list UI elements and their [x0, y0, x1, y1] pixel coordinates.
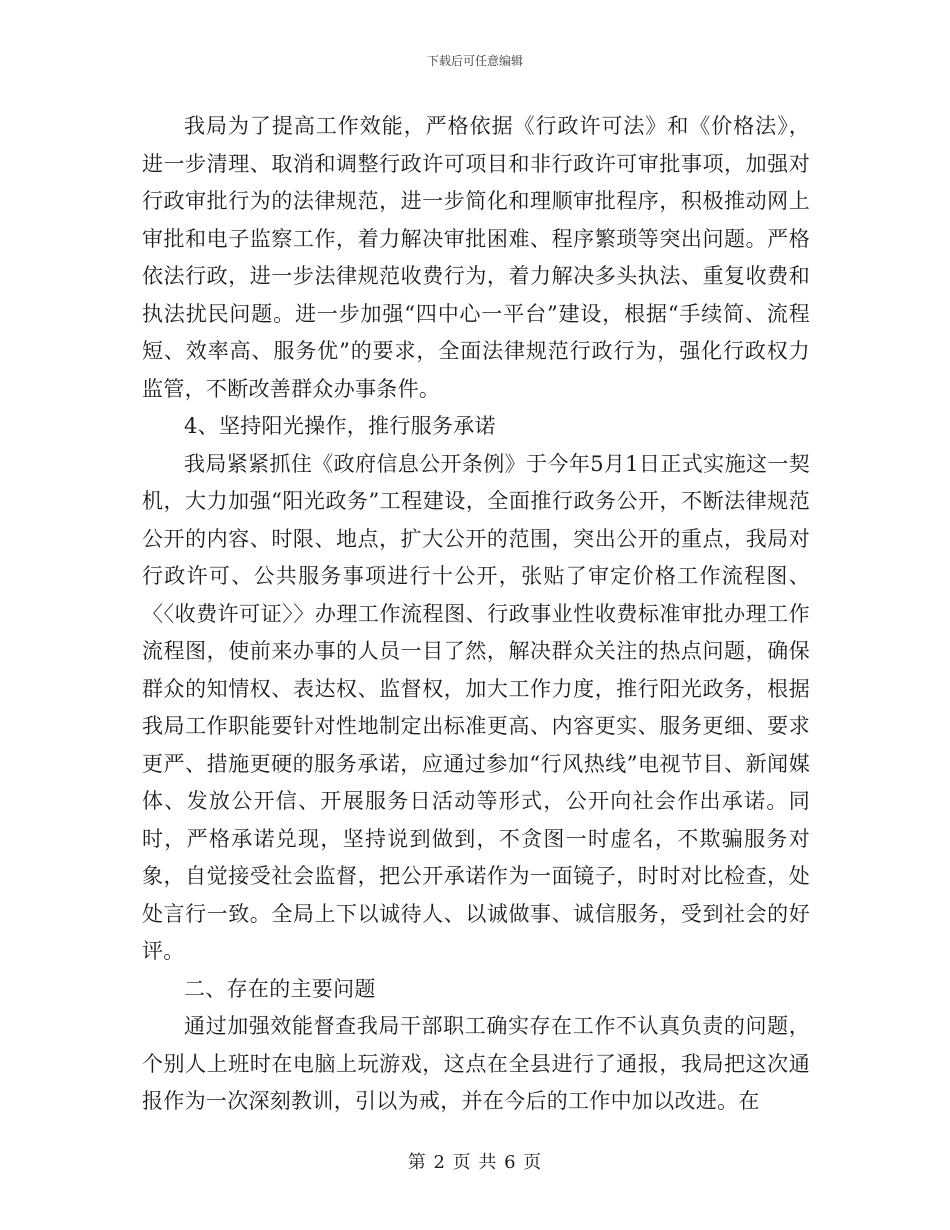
page-header: 下载后可任意编辑 [426, 54, 523, 68]
section-heading-sunshine-operation: 4、坚持阳光操作，推行服务承诺 [184, 414, 496, 438]
document-body [142, 108, 810, 1121]
page-number-footer: 第 2 页 共 6 页 [407, 1152, 543, 1173]
paragraph-efficiency-supervision: 通过加强效能督查我局干部职工确实存在工作不认真负责的问题，个别人上班时在电脑上玩游戏，这点在全县进行了通报，我局把这次通报作为一次深刻教训，引以为戒，并在今后的工作中加以改进。在 [142, 1014, 810, 1113]
section-heading-main-problems: 二、存在的主要问题 [184, 976, 376, 1001]
paragraph-government-transparency: 我局紧紧抓住《政府信息公开条例》于今年5月1日正式实施这一契机，大力加强“阳光政务”工程建设，全面推行政务公开，不断法律规范公开的内容、时限、地点，扩大公开的范围，突出公开的重点，我局对行政许可、公共服务事项进行十公开，张贴了审定价格工作流程图、〈〈收费许可证〉〉办理工作流程图、行政事业性收费标准审批办理工作流程图，使前来办事的人员一目了然，解决群众关注的热点问题，确保群众的知情权、表达权、监督权，加大工作力度，推行阳光政务，根据我局工作职能要针对性地制定出标准更高、内容更实、服务更细、要求更严、措施更硬的服务承诺，应通过参加“行风热线”电视节目、新闻媒体、发放公开信、开展服务日活动等形式，公开向社会作出承诺。同时，严格承诺兑现，坚持说到做到，不贪图一时虚名，不欺骗服务对象，自觉接受社会监督，把公开承诺作为一面镜子，时时对比检查，处处言行一致。全局上下以诚待人、以诚做事、诚信服务，受到社会的好评。 [142, 451, 810, 963]
paragraph-administrative-approval: 我局为了提高工作效能，严格依据《行政许可法》和《价格法》，进一步清理、取消和调整行政许可项目和非行政许可审批事项，加强对行政审批行为的法律规范，进一步简化和理顺审批程序，积极推动网上审批和电子监察工作，着力解决审批困难、程序繁琐等突出问题。严格依法行政，进一步法律规范收费行为，着力解决多头执法、重复收费和执法扰民问题。进一步加强“四中心一平台”建设，根据“手续简、流程短、效率高、服务优”的要求，全面法律规范行政行为，强化行政权力监管，不断改善群众办事条件。 [142, 114, 810, 401]
